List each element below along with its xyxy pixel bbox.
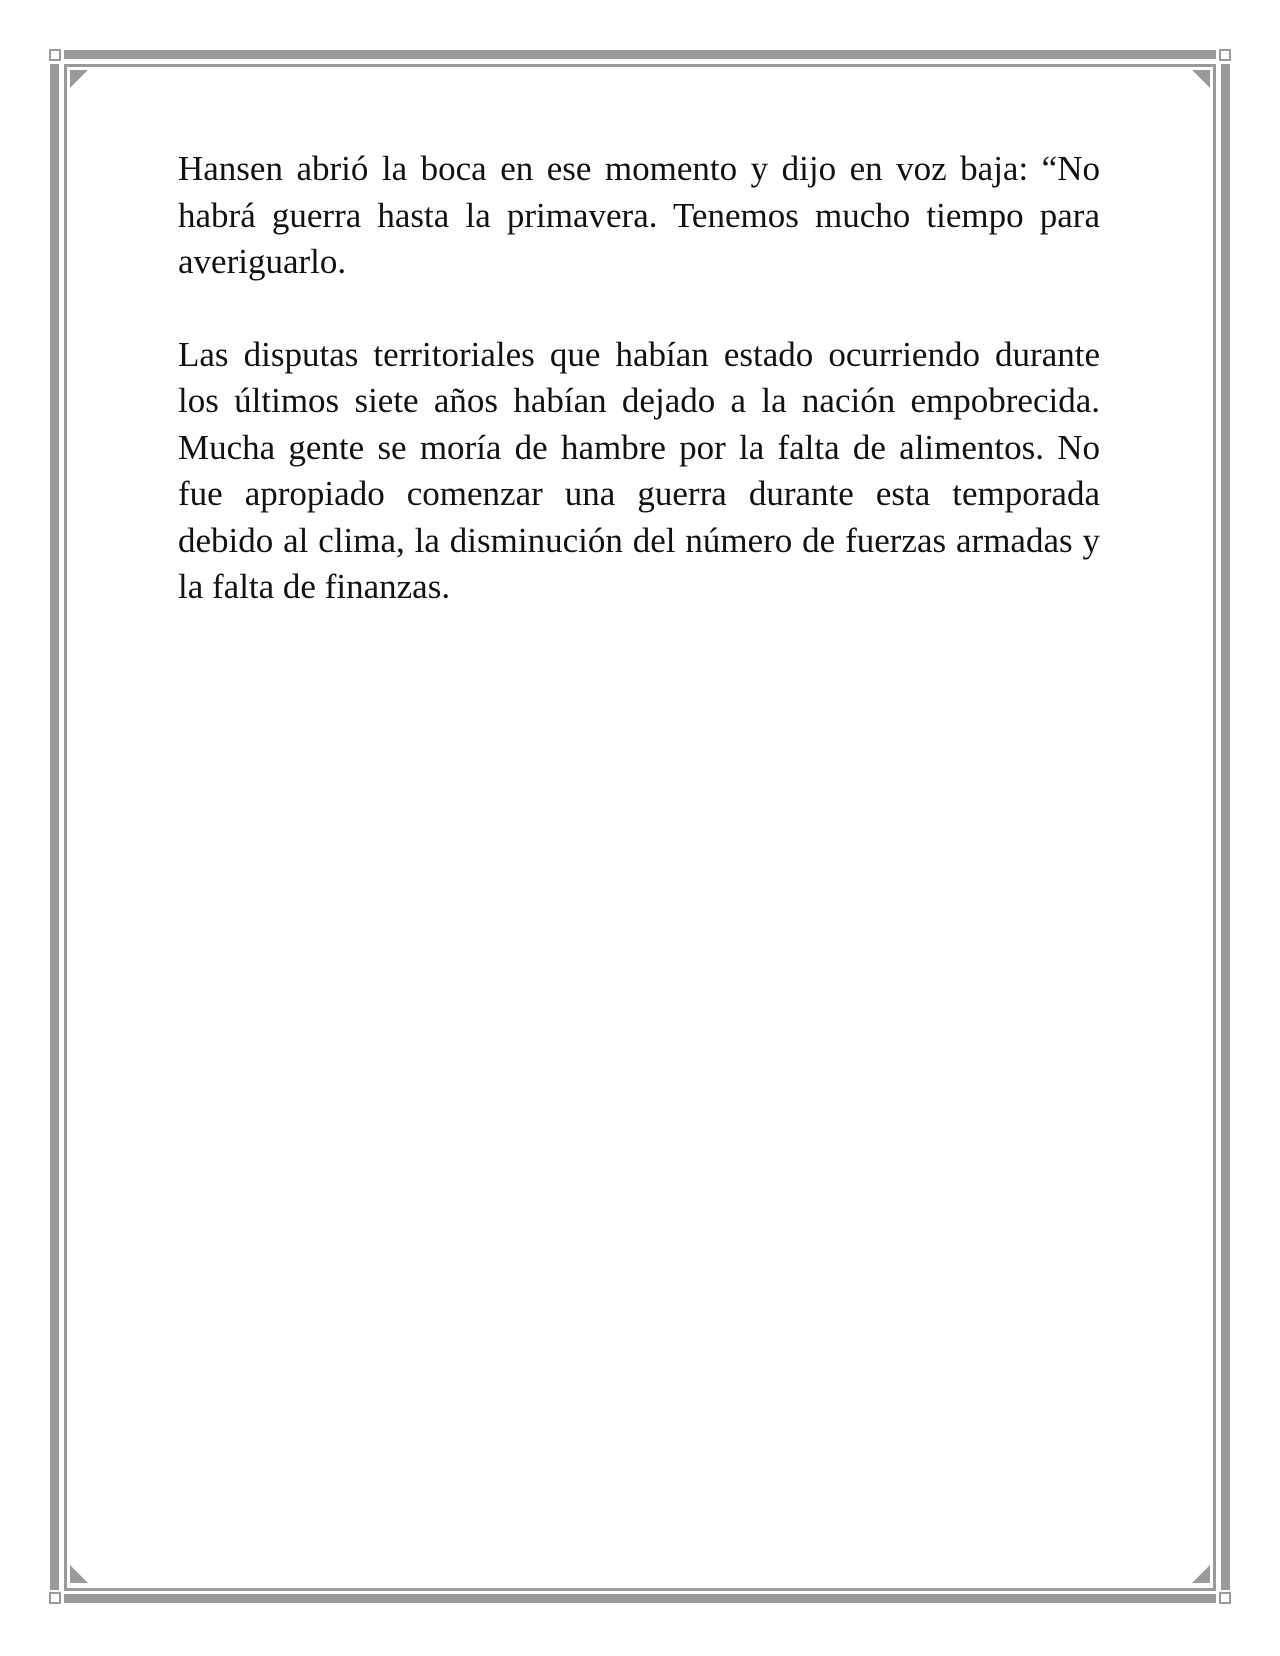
paragraph-1: Hansen abrió la boca en ese momento y dijo en voz baja: “No habrá guerra hasta la primavera. Tenemos mucho tiempo para averiguarlo. bbox=[178, 149, 1100, 281]
paragraph-2: Las disputas territoriales que habían estado ocurriendo durante los últimos siete años habían dejado a la nación empobrecida. Mucha gente se moría de hambre por la falta de alimentos. No fue apropiado comenzar una guerra durante esta temporada debido al clima, la disminución del número de fuerzas armadas y la falta de finanzas. bbox=[178, 334, 1100, 606]
body-text bbox=[178, 146, 1100, 657]
